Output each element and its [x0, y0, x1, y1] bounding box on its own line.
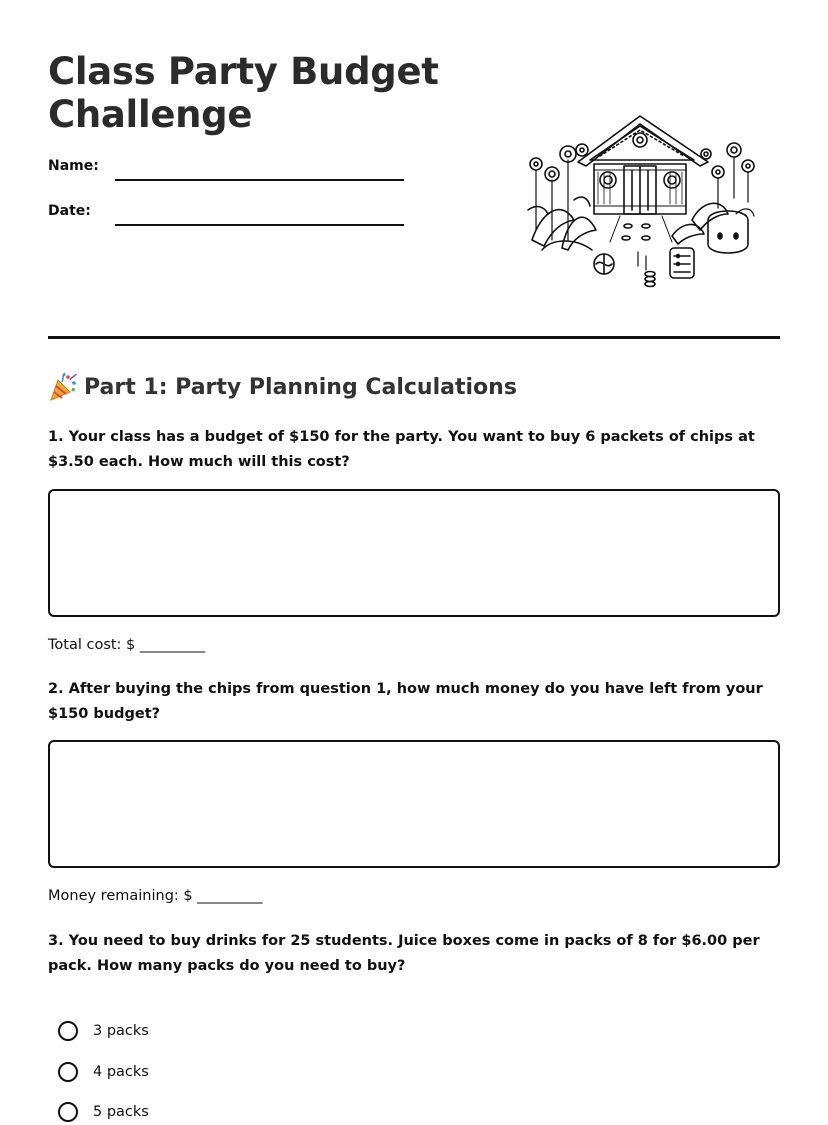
name-label: Name:: [48, 158, 99, 174]
name-input-line[interactable]: [115, 179, 404, 181]
answer-box-1[interactable]: [48, 489, 780, 617]
section-heading-part-1: [48, 372, 517, 402]
name-field[interactable]: [48, 158, 408, 182]
radio-button[interactable]: [58, 1021, 78, 1041]
option-label: 4 packs: [93, 1064, 149, 1080]
title-line-2: Challenge: [48, 93, 253, 136]
radio-button[interactable]: [58, 1102, 78, 1122]
question-1: 1. Your class has a budget of $150 for the party. You want to buy 6 packets of chips at $3.50 each. How much will this cost?: [48, 429, 755, 470]
page-title: [48, 50, 468, 136]
question-3: 3. You need to buy drinks for 25 students. Juice boxes come in packs of 8 for $6.00 per pack. How many packs do you need to buy?: [48, 933, 760, 974]
question-2: 2. After buying the chips from question 1, how much money do you have left from your $150 budget?: [48, 681, 763, 722]
date-input-line[interactable]: [115, 224, 404, 226]
date-label: Date:: [48, 203, 91, 219]
header-divider: [48, 336, 780, 339]
answer-box-2[interactable]: [48, 740, 780, 868]
money-remaining-answer-line[interactable]: Money remaining: $ _________: [48, 888, 263, 904]
option-label: 5 packs: [93, 1104, 149, 1120]
radio-button[interactable]: [58, 1062, 78, 1082]
total-cost-answer-line[interactable]: Total cost: $ _________: [48, 637, 206, 653]
section-title-text: Part 1: Party Planning Calculations: [84, 374, 517, 400]
option-3-packs[interactable]: [58, 1018, 149, 1044]
option-4-packs[interactable]: [58, 1059, 149, 1085]
date-field[interactable]: [48, 203, 408, 227]
option-5-packs[interactable]: [58, 1099, 149, 1125]
title-line-1: Class Party Budget: [48, 50, 439, 93]
hut-illustration: [522, 110, 762, 290]
party-popper-icon: [48, 372, 78, 402]
option-label: 3 packs: [93, 1023, 149, 1039]
